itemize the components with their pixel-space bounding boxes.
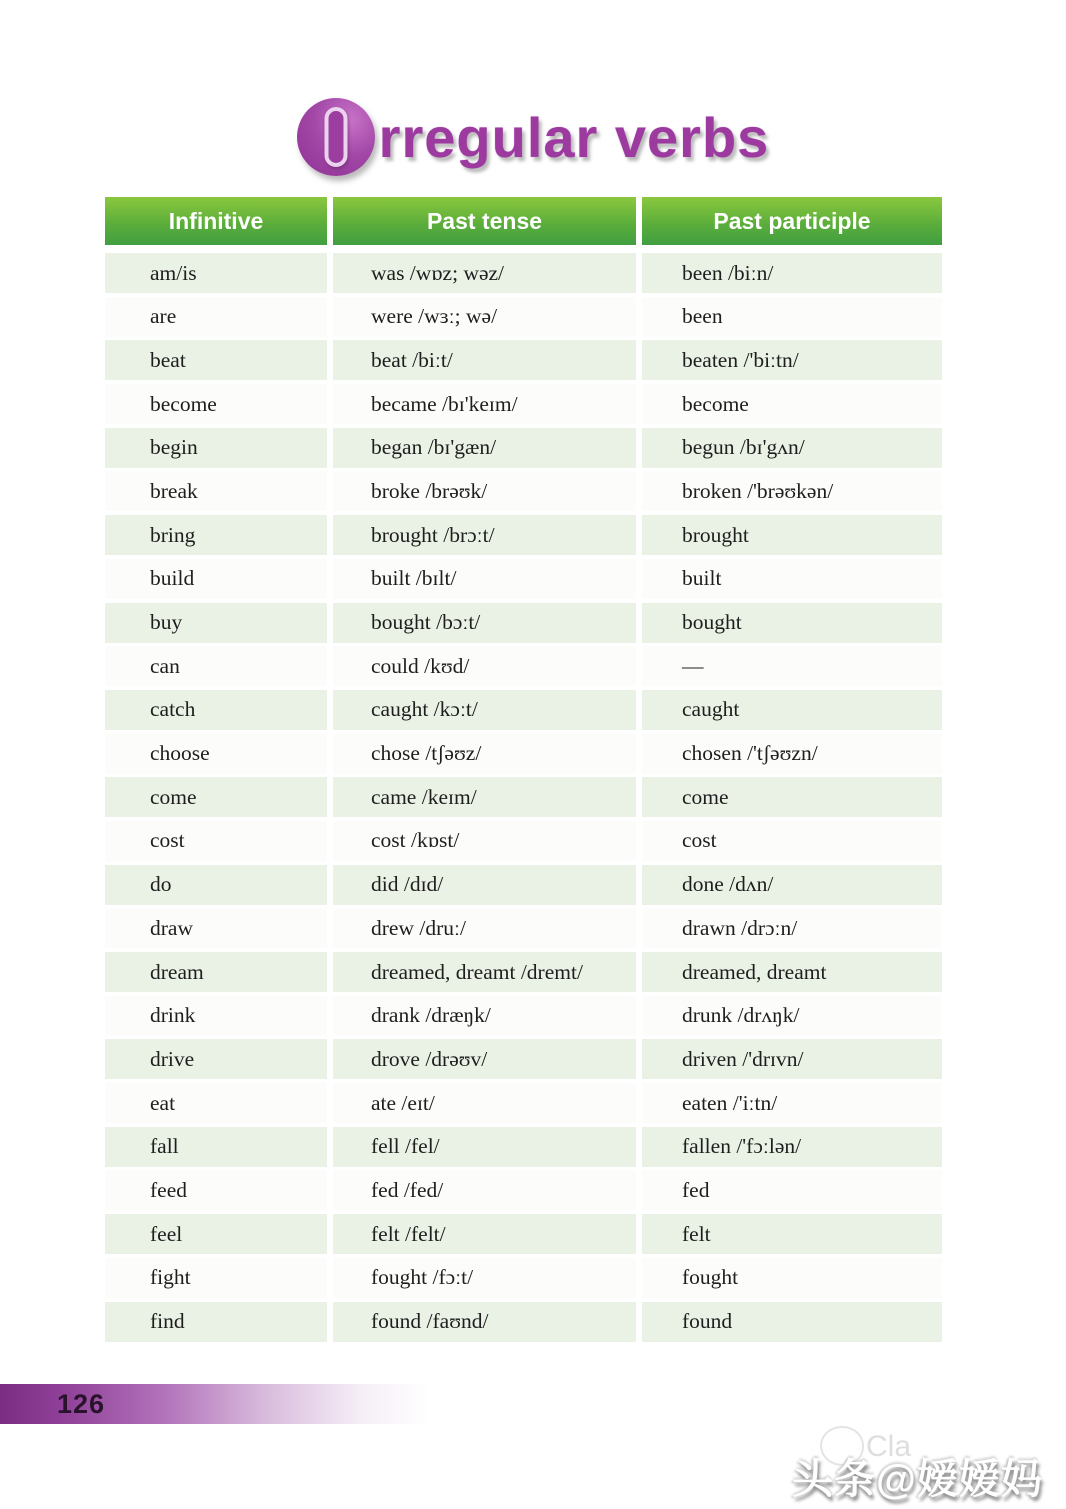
table-row — [105, 646, 942, 686]
cell-infinitive: buy — [105, 603, 327, 643]
header-infinitive: Infinitive — [105, 197, 327, 245]
cell-infinitive: beat — [105, 340, 327, 380]
cell-past-participle: bought — [642, 603, 942, 643]
cell-past-participle: built — [642, 559, 942, 599]
cell-infinitive: dream — [105, 952, 327, 992]
cell-past-tense: bought /bɔːt/ — [333, 603, 636, 643]
table-header-row — [105, 197, 942, 245]
cell-past-participle: drawn /drɔːn/ — [642, 908, 942, 948]
cell-past-tense: drove /drəʊv/ — [333, 1039, 636, 1079]
table-row — [105, 1039, 942, 1079]
cell-infinitive: drive — [105, 1039, 327, 1079]
table-row — [105, 384, 942, 424]
cell-past-tense: did /dɪd/ — [333, 865, 636, 905]
cell-past-tense: fed /fed/ — [333, 1170, 636, 1210]
watermark-text: 头条@嫒嫒妈 — [792, 1456, 1043, 1502]
title-initial-i-bar — [324, 107, 347, 167]
cell-past-tense: was /wɒz; wəz/ — [333, 253, 636, 293]
cell-past-participle: beaten /'biːtn/ — [642, 340, 942, 380]
cell-infinitive: come — [105, 777, 327, 817]
table-row — [105, 1214, 942, 1254]
table-row — [105, 734, 942, 774]
cell-past-participle: begun /bɪ'gʌn/ — [642, 428, 942, 468]
cell-infinitive: break — [105, 471, 327, 511]
cell-past-participle: — — [642, 646, 942, 686]
cell-infinitive: build — [105, 559, 327, 599]
cell-past-participle: caught — [642, 690, 942, 730]
cell-past-participle: dreamed, dreamt — [642, 952, 942, 992]
cell-past-participle: been — [642, 297, 942, 337]
table-row — [105, 952, 942, 992]
irregular-verbs-table — [105, 197, 942, 1345]
cell-infinitive: fall — [105, 1127, 327, 1167]
watermark — [792, 1428, 1062, 1506]
page-number-bar — [0, 1384, 430, 1424]
table-row — [105, 821, 942, 861]
cell-past-participle: brought — [642, 515, 942, 555]
cell-past-participle: chosen /'tʃəʊzn/ — [642, 734, 942, 774]
cell-past-participle: fought — [642, 1258, 942, 1298]
cell-past-tense: felt /felt/ — [333, 1214, 636, 1254]
page-title — [0, 98, 1066, 176]
table-row — [105, 515, 942, 555]
title-text: rregular verbs — [378, 105, 770, 169]
cell-infinitive: draw — [105, 908, 327, 948]
cell-past-participle: cost — [642, 821, 942, 861]
cell-past-tense: fought /fɔːt/ — [333, 1258, 636, 1298]
cell-past-tense: drew /druː/ — [333, 908, 636, 948]
cell-infinitive: am/is — [105, 253, 327, 293]
table-row — [105, 1170, 942, 1210]
cell-past-participle: eaten /'iːtn/ — [642, 1083, 942, 1123]
header-past-participle: Past participle — [642, 197, 942, 245]
cell-past-participle: become — [642, 384, 942, 424]
table-row — [105, 1302, 942, 1342]
cell-past-tense: ate /eɪt/ — [333, 1083, 636, 1123]
cell-infinitive: can — [105, 646, 327, 686]
table-row — [105, 253, 942, 293]
cell-infinitive: begin — [105, 428, 327, 468]
table-row — [105, 865, 942, 905]
cell-infinitive: choose — [105, 734, 327, 774]
cell-past-participle: come — [642, 777, 942, 817]
cell-past-tense: brought /brɔːt/ — [333, 515, 636, 555]
cell-past-tense: came /keɪm/ — [333, 777, 636, 817]
cell-past-tense: could /kʊd/ — [333, 646, 636, 686]
cell-infinitive: are — [105, 297, 327, 337]
table-row — [105, 1258, 942, 1298]
table-row — [105, 428, 942, 468]
cell-past-participle: fed — [642, 1170, 942, 1210]
cell-past-participle: driven /'drɪvn/ — [642, 1039, 942, 1079]
cell-past-participle: been /biːn/ — [642, 253, 942, 293]
cell-past-tense: broke /brəʊk/ — [333, 471, 636, 511]
table-row — [105, 471, 942, 511]
header-past-tense: Past tense — [333, 197, 636, 245]
table-row — [105, 690, 942, 730]
cell-past-tense: caught /kɔːt/ — [333, 690, 636, 730]
cell-infinitive: eat — [105, 1083, 327, 1123]
cell-past-participle: found — [642, 1302, 942, 1342]
cell-past-participle: done /dʌn/ — [642, 865, 942, 905]
cell-infinitive: bring — [105, 515, 327, 555]
page-number: 126 — [57, 1388, 106, 1419]
table-row — [105, 603, 942, 643]
cell-infinitive: cost — [105, 821, 327, 861]
cell-infinitive: catch — [105, 690, 327, 730]
title-initial-i-icon — [297, 98, 375, 176]
cell-infinitive: drink — [105, 996, 327, 1036]
cell-past-tense: drank /dræŋk/ — [333, 996, 636, 1036]
table-row — [105, 1127, 942, 1167]
cell-past-tense: fell /fel/ — [333, 1127, 636, 1167]
cell-infinitive: feed — [105, 1170, 327, 1210]
cell-infinitive: do — [105, 865, 327, 905]
cell-past-tense: began /bɪ'gæn/ — [333, 428, 636, 468]
table-row — [105, 340, 942, 380]
cell-past-tense: dreamed, dreamt /dremt/ — [333, 952, 636, 992]
cell-past-participle: broken /'brəʊkən/ — [642, 471, 942, 511]
cell-past-tense: chose /tʃəʊz/ — [333, 734, 636, 774]
table-row — [105, 777, 942, 817]
cell-past-participle: felt — [642, 1214, 942, 1254]
cell-past-participle: drunk /drʌŋk/ — [642, 996, 942, 1036]
table-body — [105, 253, 942, 1342]
table-row — [105, 297, 942, 337]
cell-past-tense: built /bɪlt/ — [333, 559, 636, 599]
cell-infinitive: fight — [105, 1258, 327, 1298]
cell-infinitive: feel — [105, 1214, 327, 1254]
cell-past-tense: found /faʊnd/ — [333, 1302, 636, 1342]
table-row — [105, 908, 942, 948]
table-row — [105, 1083, 942, 1123]
cell-past-tense: cost /kɒst/ — [333, 821, 636, 861]
cell-past-tense: became /bɪ'keɪm/ — [333, 384, 636, 424]
cell-past-tense: were /wɜː; wə/ — [333, 297, 636, 337]
table-row — [105, 559, 942, 599]
table-row — [105, 996, 942, 1036]
watermark-ghost-text: Cla — [866, 1430, 912, 1463]
cell-infinitive: become — [105, 384, 327, 424]
cell-past-tense: beat /biːt/ — [333, 340, 636, 380]
cell-infinitive: find — [105, 1302, 327, 1342]
cell-past-participle: fallen /'fɔːlən/ — [642, 1127, 942, 1167]
